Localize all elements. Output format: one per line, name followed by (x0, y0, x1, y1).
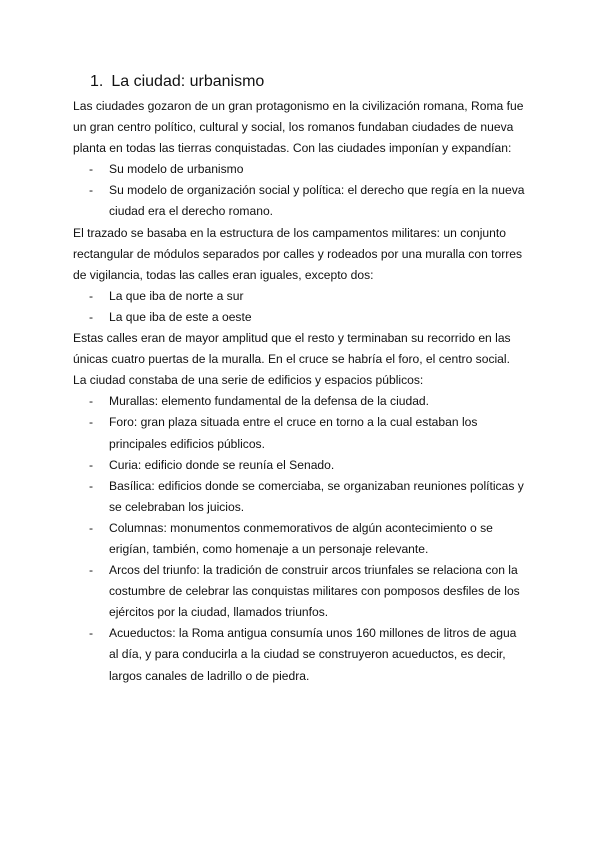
list-item (73, 159, 528, 180)
bullet-dash: - (89, 394, 94, 409)
list-item-text: Su modelo de organización social y política: el derecho que regía en la nueva ciudad era el derecho romano. (109, 183, 525, 219)
expandian-list (73, 159, 528, 222)
list-item-text: Murallas: elemento fundamental de la defensa de la ciudad. (109, 394, 430, 409)
list-item (73, 455, 528, 476)
bullet-dash: - (89, 457, 94, 472)
section-heading (90, 72, 264, 92)
excepto-list (73, 286, 528, 328)
bullet-dash: - (89, 288, 94, 303)
list-item (73, 286, 528, 307)
bullet-dash: - (89, 183, 94, 198)
list-item (73, 518, 528, 560)
bullet-dash: - (89, 415, 94, 430)
list-item-text: Acueductos: la Roma antigua consumía unos 160 millones de litros de agua al día, y para conducirla a la ciudad se construyeron acueductos, es decir, largos canales de ladrillo o de piedra. (109, 626, 517, 683)
list-item (73, 307, 528, 328)
document-body (73, 96, 528, 687)
list-item (73, 391, 528, 412)
calles-paragraph: Estas calles eran de mayor amplitud que el resto y terminaban su recorrido en las únicas cuatro puertas de la muralla. En el cruce se habría el foro, el centro social. (73, 331, 511, 367)
bullet-dash: - (89, 309, 94, 324)
list-item (73, 476, 528, 518)
bullet-dash: - (89, 162, 94, 177)
list-item (73, 180, 528, 222)
bullet-dash: - (89, 520, 94, 535)
constaba-paragraph: La ciudad constaba de una serie de edificios y espacios públicos: (73, 373, 424, 388)
list-item-text: Columnas: monumentos conmemorativos de algún acontecimiento o se erigían, también, como homenaje a un personaje relevante. (109, 520, 493, 556)
list-item-text: Su modelo de urbanismo (109, 162, 244, 177)
edificios-list (73, 391, 528, 686)
list-item-text: Basílica: edificios donde se comerciaba, se organizaban reuniones políticas y se celebraban los juicios. (109, 478, 524, 514)
list-item (73, 623, 528, 686)
trazado-paragraph: El trazado se basaba en la estructura de los campamentos militares: un conjunto rectangular de módulos separados por calles y rodeados por una muralla con torres de vigilancia, todas las calles eran iguales, excepto dos: (73, 225, 523, 282)
list-item-text: La que iba de este a oeste (109, 309, 252, 324)
list-item-text: Curia: edificio donde se reunía el Senado. (109, 457, 335, 472)
list-item (73, 560, 528, 623)
list-item (73, 412, 528, 454)
bullet-dash: - (89, 478, 94, 493)
section-title: La ciudad: urbanismo (111, 73, 265, 90)
bullet-dash: - (89, 563, 94, 578)
list-item-text: Foro: gran plaza situada entre el cruce en torno a la cual estaban los principales edificios públicos. (109, 415, 478, 451)
section-number: 1. (90, 73, 104, 90)
list-item-text: La que iba de norte a sur (109, 288, 244, 303)
list-item-text: Arcos del triunfo: la tradición de construir arcos triunfales se relaciona con la costumbre de celebrar las conquistas militares con pomposos desfiles de los ejércitos por la ciudad, llamados triunfos. (109, 563, 520, 620)
bullet-dash: - (89, 626, 94, 641)
intro-paragraph: Las ciudades gozaron de un gran protagonismo en la civilización romana, Roma fue un gran centro político, cultural y social, los romanos fundaban ciudades de nueva planta en todas las tierras conquistadas. Con las ciudades imponían y expandían: (73, 99, 524, 156)
